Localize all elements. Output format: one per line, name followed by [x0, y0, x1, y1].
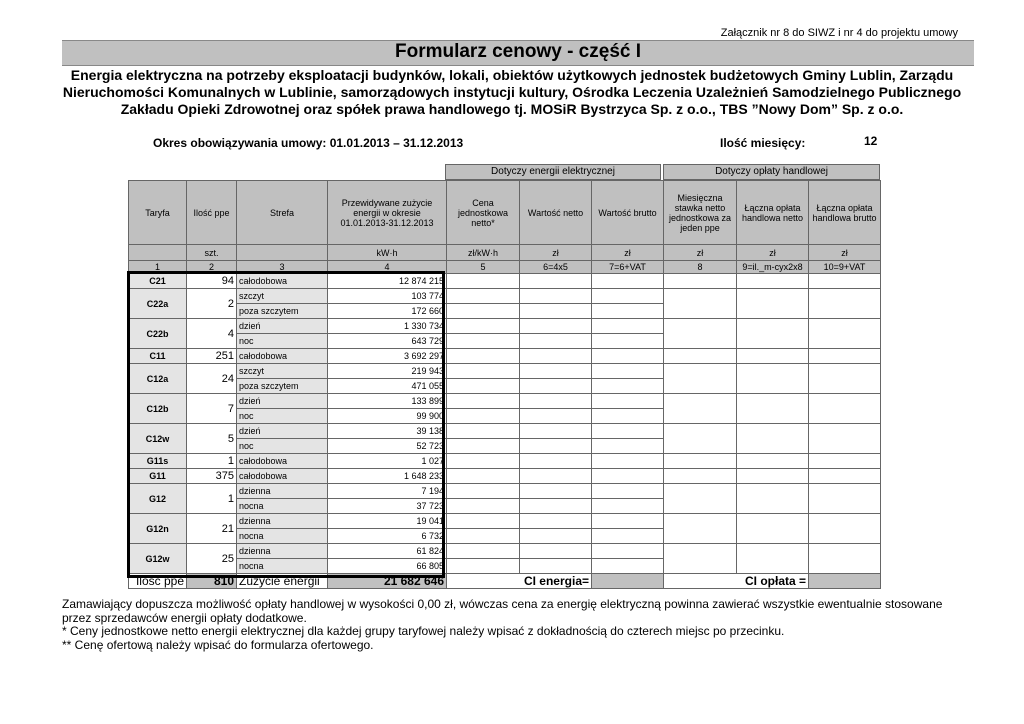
zone-cell: całodobowa: [237, 454, 328, 469]
usage-cell: 6 732: [328, 529, 447, 544]
fee-net-input[interactable]: [737, 484, 809, 514]
unit-cell: zł: [520, 245, 592, 261]
unit-price-input[interactable]: [447, 439, 520, 454]
monthly-rate-input[interactable]: [664, 364, 737, 394]
ppe-count-cell: 251: [187, 349, 237, 364]
gross-value-input[interactable]: [592, 349, 664, 364]
gross-value-input[interactable]: [592, 409, 664, 424]
ppe-count-cell: 24: [187, 364, 237, 394]
column-number-cell: 10=9+VAT: [809, 261, 881, 274]
zone-cell: dzień: [237, 319, 328, 334]
fee-gross-input[interactable]: [809, 484, 881, 514]
monthly-rate-input[interactable]: [664, 454, 737, 469]
unit-cell: kW·h: [328, 245, 447, 261]
net-value-input[interactable]: [520, 559, 592, 574]
monthly-rate-input[interactable]: [664, 469, 737, 484]
ppe-count-cell: 4: [187, 319, 237, 349]
column-header: Taryfa: [129, 181, 187, 245]
gross-value-input[interactable]: [592, 304, 664, 319]
net-value-input[interactable]: [520, 514, 592, 529]
net-value-input[interactable]: [520, 349, 592, 364]
gross-value-input[interactable]: [592, 379, 664, 394]
column-header: Łączna opłata handlowa brutto: [809, 181, 881, 245]
unit-cell: szt.: [187, 245, 237, 261]
usage-cell: 39 138: [328, 424, 447, 439]
zone-cell: noc: [237, 439, 328, 454]
tariff-cell: G12n: [129, 514, 187, 544]
fee-net-input[interactable]: [737, 289, 809, 319]
unit-price-input[interactable]: [447, 319, 520, 334]
column-header: Cena jednostkowa netto*: [447, 181, 520, 245]
ci-fee-label: CI opłata =: [664, 574, 809, 589]
fee-gross-input[interactable]: [809, 274, 881, 289]
unit-price-input[interactable]: [447, 364, 520, 379]
ppe-count-cell: 1: [187, 484, 237, 514]
column-number-cell: 8: [664, 261, 737, 274]
gross-value-input[interactable]: [592, 274, 664, 289]
usage-cell: 1 648 233: [328, 469, 447, 484]
unit-price-input[interactable]: [447, 289, 520, 304]
fee-net-input[interactable]: [737, 469, 809, 484]
unit-price-input[interactable]: [447, 409, 520, 424]
net-value-input[interactable]: [520, 334, 592, 349]
net-value-input[interactable]: [520, 409, 592, 424]
zone-cell: noc: [237, 409, 328, 424]
net-value-input[interactable]: [520, 454, 592, 469]
column-number-cell: 9=il._m-cyx2x8: [737, 261, 809, 274]
header-row: [129, 181, 881, 245]
unit-price-input[interactable]: [447, 484, 520, 499]
unit-cell: zł: [664, 245, 737, 261]
unit-price-input[interactable]: [447, 499, 520, 514]
annex-reference: Załącznik nr 8 do SIWZ i nr 4 do projektu umowy: [720, 27, 958, 39]
gross-value-input[interactable]: [592, 364, 664, 379]
ppe-total-value: 810: [187, 574, 237, 589]
gross-value-input[interactable]: [592, 544, 664, 559]
gross-value-input[interactable]: [592, 529, 664, 544]
unit-price-input[interactable]: [447, 544, 520, 559]
unit-price-input[interactable]: [447, 394, 520, 409]
tariff-cell: G12w: [129, 544, 187, 574]
net-value-input[interactable]: [520, 304, 592, 319]
column-header: Wartość netto: [520, 181, 592, 245]
column-number-cell: 2: [187, 261, 237, 274]
unit-price-input[interactable]: [447, 559, 520, 574]
note-unit-price: * Ceny jednostkowe netto energii elektrycznej dla każdej grupy taryfowej należy wpisać z dokładnością do czterech miejsc po przecinku.: [62, 624, 785, 638]
net-value-input[interactable]: [520, 289, 592, 304]
unit-price-input[interactable]: [447, 334, 520, 349]
monthly-rate-input[interactable]: [664, 484, 737, 514]
fee-group-header: Dotyczy opłaty handlowej: [663, 164, 880, 180]
unit-price-input[interactable]: [447, 514, 520, 529]
usage-cell: 7 194: [328, 484, 447, 499]
usage-cell: 103 774: [328, 289, 447, 304]
column-header: Przewidywane zużycie energii w okresie 01.01.2013-31.12.2013: [328, 181, 447, 245]
usage-total-value: 21 682 646: [328, 574, 447, 589]
unit-price-input[interactable]: [447, 469, 520, 484]
ppe-count-cell: 25: [187, 544, 237, 574]
monthly-rate-input[interactable]: [664, 394, 737, 424]
tariff-cell: G11s: [129, 454, 187, 469]
net-value-input[interactable]: [520, 379, 592, 394]
note-fee: Zamawiający dopuszcza możliwość opłaty handlowej w wysokości 0,00 zł, wówczas cena za energię elektryczną powinna zawierać wszystkie ewentualnie stosowane przez sprzedawców energii opłaty dodatkowe.: [62, 597, 943, 625]
zone-cell: szczyt: [237, 364, 328, 379]
unit-price-input[interactable]: [447, 304, 520, 319]
column-header: Strefa: [237, 181, 328, 245]
unit-price-input[interactable]: [447, 424, 520, 439]
fee-gross-input[interactable]: [809, 394, 881, 424]
usage-cell: 1 027: [328, 454, 447, 469]
ppe-count-cell: 7: [187, 394, 237, 424]
ci-energy-input[interactable]: [592, 574, 664, 589]
net-value-input[interactable]: [520, 424, 592, 439]
months-label: Ilość miesięcy:: [720, 136, 806, 150]
ppe-count-cell: 21: [187, 514, 237, 544]
usage-cell: 1 330 734: [328, 319, 447, 334]
page-subtitle: Energia elektryczna na potrzeby eksploatacji budynków, lokali, obiektów użytkowych jednostek budżetowych Gminy Lublin, Zarządu Nieruchomości Komunalnych w Lublinie, samorządowych instytucji kultury, Ośrodka Leczenia Uzależnień Samodzielnego Publicznego Zakładu Opieki Zdrowotnej oraz spółek prawa handlowego tj. MOSiR Bystrzyca Sp. z o.o., TBS ”Nowy Dom” Sp. z o.o.: [62, 67, 962, 117]
fee-net-input[interactable]: [737, 544, 809, 574]
column-number-cell: 1: [129, 261, 187, 274]
fee-net-input[interactable]: [737, 454, 809, 469]
unit-price-input[interactable]: [447, 274, 520, 289]
ppe-count-cell: 1: [187, 454, 237, 469]
ppe-count-cell: 375: [187, 469, 237, 484]
usage-cell: 219 943: [328, 364, 447, 379]
ppe-count-cell: 5: [187, 424, 237, 454]
usage-cell: 19 041: [328, 514, 447, 529]
gross-value-input[interactable]: [592, 484, 664, 499]
usage-cell: 52 723: [328, 439, 447, 454]
ppe-count-cell: 2: [187, 289, 237, 319]
fee-gross-input[interactable]: [809, 424, 881, 454]
monthly-rate-input[interactable]: [664, 319, 737, 349]
unit-price-input[interactable]: [447, 379, 520, 394]
zone-cell: całodobowa: [237, 349, 328, 364]
fee-net-input[interactable]: [737, 349, 809, 364]
tariff-cell: C12a: [129, 364, 187, 394]
zone-cell: nocna: [237, 529, 328, 544]
usage-cell: 66 805: [328, 559, 447, 574]
usage-cell: 61 824: [328, 544, 447, 559]
usage-cell: 99 900: [328, 409, 447, 424]
zone-cell: dzienna: [237, 484, 328, 499]
net-value-input[interactable]: [520, 484, 592, 499]
gross-value-input[interactable]: [592, 499, 664, 514]
fee-gross-input[interactable]: [809, 454, 881, 469]
column-number-cell: 7=6+VAT: [592, 261, 664, 274]
net-value-input[interactable]: [520, 499, 592, 514]
fee-gross-input[interactable]: [809, 544, 881, 574]
zone-cell: dzienna: [237, 514, 328, 529]
gross-value-input[interactable]: [592, 424, 664, 439]
gross-value-input[interactable]: [592, 454, 664, 469]
tariff-cell: G12: [129, 484, 187, 514]
fee-net-input[interactable]: [737, 319, 809, 349]
zone-cell: dzień: [237, 394, 328, 409]
ppe-count-cell: 94: [187, 274, 237, 289]
zone-cell: całodobowa: [237, 469, 328, 484]
net-value-input[interactable]: [520, 319, 592, 334]
contract-period: Okres obowiązywania umowy: 01.01.2013 – 31.12.2013: [153, 136, 464, 150]
fee-net-input[interactable]: [737, 394, 809, 424]
fee-gross-input[interactable]: [809, 289, 881, 319]
unit-cell: zł/kW·h: [447, 245, 520, 261]
net-value-input[interactable]: [520, 394, 592, 409]
fee-net-input[interactable]: [737, 424, 809, 454]
monthly-rate-input[interactable]: [664, 514, 737, 544]
fee-gross-input[interactable]: [809, 364, 881, 394]
gross-value-input[interactable]: [592, 469, 664, 484]
energy-group-header: Dotyczy energii elektrycznej: [445, 164, 661, 180]
gross-value-input[interactable]: [592, 439, 664, 454]
unit-cell: zł: [737, 245, 809, 261]
usage-cell: 133 899: [328, 394, 447, 409]
units-row: [129, 245, 881, 261]
fee-net-input[interactable]: [737, 514, 809, 544]
data-frame: [127, 271, 445, 578]
unit-cell: [129, 245, 187, 261]
zone-cell: nocna: [237, 559, 328, 574]
net-value-input[interactable]: [520, 364, 592, 379]
tariff-cell: C12b: [129, 394, 187, 424]
unit-cell: [237, 245, 328, 261]
ci-fee-input[interactable]: [809, 574, 881, 589]
column-number-cell: 3: [237, 261, 328, 274]
fee-gross-input[interactable]: [809, 514, 881, 544]
usage-total-label: Zużycie energii: [237, 574, 328, 589]
usage-cell: 172 660: [328, 304, 447, 319]
column-number-cell: 5: [447, 261, 520, 274]
tariff-cell: C22b: [129, 319, 187, 349]
monthly-rate-input[interactable]: [664, 544, 737, 574]
zone-cell: dzienna: [237, 544, 328, 559]
monthly-rate-input[interactable]: [664, 424, 737, 454]
net-value-input[interactable]: [520, 544, 592, 559]
usage-cell: 12 874 215: [328, 274, 447, 289]
usage-cell: 643 729: [328, 334, 447, 349]
column-header: Miesięczna stawka netto jednostkowa za jeden ppe: [664, 181, 737, 245]
gross-value-input[interactable]: [592, 394, 664, 409]
gross-value-input[interactable]: [592, 334, 664, 349]
gross-value-input[interactable]: [592, 559, 664, 574]
tariff-cell: G11: [129, 469, 187, 484]
notes: [62, 598, 962, 652]
ppe-total-label: Ilość ppe: [129, 574, 187, 589]
net-value-input[interactable]: [520, 469, 592, 484]
fee-gross-input[interactable]: [809, 469, 881, 484]
unit-price-input[interactable]: [447, 454, 520, 469]
ci-energy-label: CI energia=: [447, 574, 592, 589]
usage-cell: 37 723: [328, 499, 447, 514]
usage-cell: 3 692 297: [328, 349, 447, 364]
tariff-cell: C12w: [129, 424, 187, 454]
unit-cell: zł: [809, 245, 881, 261]
zone-cell: poza szczytem: [237, 304, 328, 319]
tariff-cell: C11: [129, 349, 187, 364]
usage-cell: 471 055: [328, 379, 447, 394]
months-value: 12: [864, 134, 878, 148]
zone-cell: dzień: [237, 424, 328, 439]
fee-net-input[interactable]: [737, 274, 809, 289]
monthly-rate-input[interactable]: [664, 349, 737, 364]
zone-cell: nocna: [237, 499, 328, 514]
net-value-input[interactable]: [520, 439, 592, 454]
fee-gross-input[interactable]: [809, 319, 881, 349]
column-header: Łączna opłata handlowa netto: [737, 181, 809, 245]
net-value-input[interactable]: [520, 529, 592, 544]
net-value-input[interactable]: [520, 274, 592, 289]
column-header: Wartość brutto: [592, 181, 664, 245]
unit-price-input[interactable]: [447, 349, 520, 364]
monthly-rate-input[interactable]: [664, 289, 737, 319]
zone-cell: szczyt: [237, 289, 328, 304]
zone-cell: poza szczytem: [237, 379, 328, 394]
fee-net-input[interactable]: [737, 364, 809, 394]
zone-cell: noc: [237, 334, 328, 349]
column-number-cell: 4: [328, 261, 447, 274]
unit-price-input[interactable]: [447, 529, 520, 544]
tariff-cell: C21: [129, 274, 187, 289]
fee-gross-input[interactable]: [809, 349, 881, 364]
page-title: Formularz cenowy - część I: [394, 41, 642, 62]
gross-value-input[interactable]: [592, 289, 664, 304]
gross-value-input[interactable]: [592, 319, 664, 334]
monthly-rate-input[interactable]: [664, 274, 737, 289]
column-header: Ilość ppe: [187, 181, 237, 245]
zone-cell: całodobowa: [237, 274, 328, 289]
column-number-cell: 6=4x5: [520, 261, 592, 274]
unit-cell: zł: [592, 245, 664, 261]
tariff-cell: C22a: [129, 289, 187, 319]
gross-value-input[interactable]: [592, 514, 664, 529]
note-offer-price: ** Cenę ofertową należy wpisać do formularza ofertowego.: [62, 637, 374, 652]
